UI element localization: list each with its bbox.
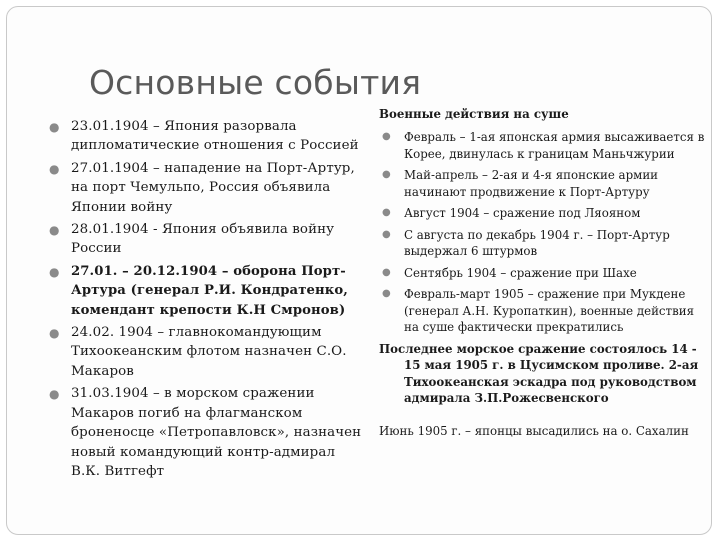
bullet-icon: ● [49,326,60,341]
list-item [379,167,709,200]
bullet-icon: ● [382,266,391,278]
list-item [379,286,709,336]
list-item-text: Май-апрель – 2-ая и 4-я японские армии начинают продвижение к Порт-Артуру [404,168,659,199]
list-item-text: 28.01.1904 - Япония объявила войну России [71,222,335,257]
list-item [49,323,367,381]
slide [6,6,712,535]
list-item-text: С августа по декабрь 1904 г. – Порт-Артур выдержал 6 штурмов [404,227,670,258]
list-item [379,205,709,222]
list-item [379,129,709,162]
bullet-icon: ● [49,264,60,279]
list-item-text: Февраль-март 1905 – сражение при Мукдене (генерал А.Н. Куропаткин), военные действия на суше фактически прекратились [404,287,695,334]
bullet-icon: ● [382,131,391,142]
list-item [379,265,709,282]
list-item [49,220,367,259]
bullet-icon: ● [382,288,391,299]
bullet-icon: ● [49,387,60,402]
list-item [49,117,367,156]
list-item-text: 23.01.1904 – Япония разорвала дипломатические отношения с Россией [71,119,359,154]
section-heading: Военные действия на суше [379,107,569,121]
list-item-text: 27.01. – 20.12.1904 – оборона Порт-Артура (генерал Р.И. Кондратенко, комендант крепости К.Н Смронов) [71,263,348,318]
list-item-text: 24.02. 1904 – главнокомандующим Тихоокеанским флотом назначен С.О. Макаров [71,325,347,379]
sakhalin-paragraph: Июнь 1905 г. – японцы высадились на о. Сахалин [379,423,689,438]
list-item-text: 31.03.1904 – в морском сражении Макаров погиб на флагманском броненосце «Петропавловск», назначен новый командующий контр-адмирал В.К. Витгефт [71,386,362,479]
slide-title: Основные события [89,63,422,102]
list-item-text: Февраль – 1-ая японская армия высаживается в Корее, двинулась к границам Маньчжурии [404,130,705,161]
right-column [379,106,709,439]
list-item [49,159,367,217]
left-event-list [49,117,367,484]
list-item-text: 27.01.1904 – нападение на Порт-Артур, на порт Чемульпо, Россия объявила Японии войну [71,160,355,215]
naval-battle-paragraph: Последнее морское сражение состоялось 14 - 15 мая 1905 г. в Цусимском проливе. 2-ая Тихоокеанская эскадра под руководством адмирала З.П.Рожесвенского [379,341,699,405]
list-item [379,227,709,260]
bullet-icon: ● [382,228,391,240]
bullet-icon: ● [382,169,391,180]
bullet-icon: ● [49,120,60,134]
list-item-text: Август 1904 – сражение под Ляояном [404,206,641,220]
list-item [49,262,367,320]
bullet-icon: ● [49,223,60,238]
list-item [49,384,367,481]
list-item-text: Сентябрь 1904 – сражение при Шахе [404,265,637,280]
bullet-icon: ● [382,207,391,218]
bullet-icon: ● [49,161,60,176]
